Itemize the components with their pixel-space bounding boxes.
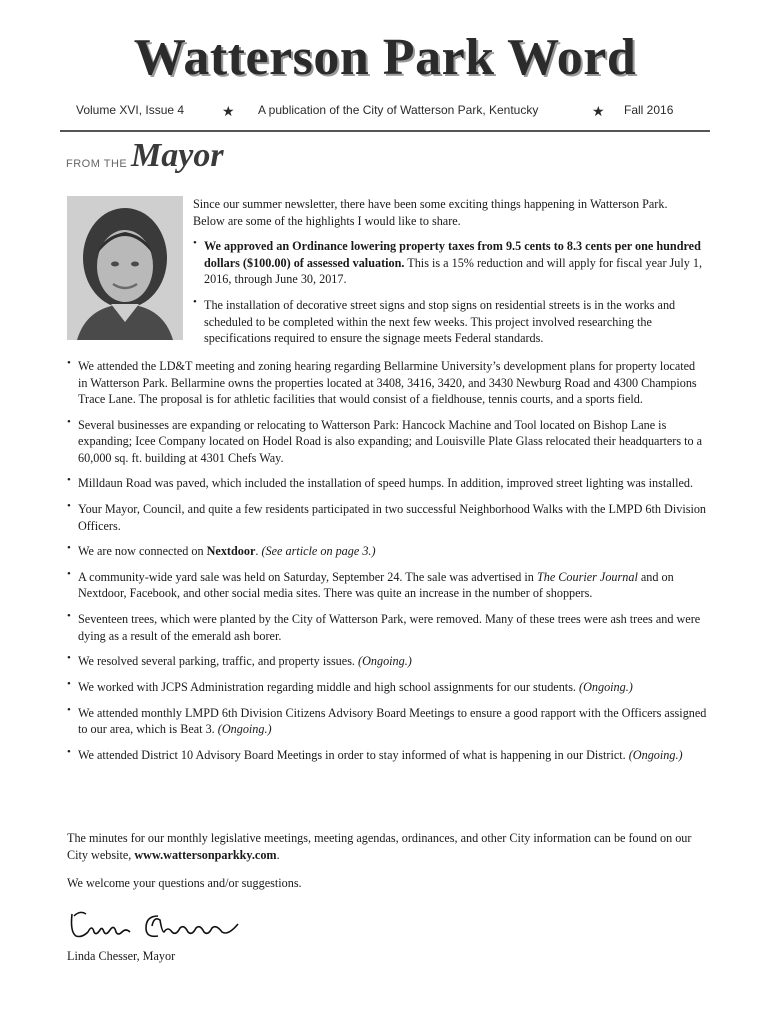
list-item xyxy=(193,238,703,288)
list-item xyxy=(67,679,707,696)
list-item xyxy=(193,297,693,347)
bullet-icon: • xyxy=(67,652,71,665)
yard-sale-post: and on Nextdoor, Facebook, and other social media sites. There was quite an increase in the number of shoppers. xyxy=(78,569,674,601)
bullet-icon: • xyxy=(193,237,197,249)
ongoing-note: (Ongoing.) xyxy=(579,680,633,694)
newsletter-title: Watterson Park Word xyxy=(133,29,637,86)
street-signs-text: The installation of decorative street signs and stop signs on residential streets is in the works and scheduled to be completed within the next few weeks. This project involved researching the specifications required to ensure the signage meets Federal standards. xyxy=(204,298,676,345)
list-item xyxy=(67,543,707,560)
bullet-icon: • xyxy=(67,610,71,623)
signer-text: Linda Chesser, Mayor xyxy=(67,949,176,963)
nextdoor-post: . xyxy=(255,544,262,559)
district-10-text: We attended District 10 Advisory Board Meetings in order to stay informed of what is happening in our District. xyxy=(78,747,629,762)
nextdoor-bold: Nextdoor xyxy=(206,544,256,559)
bullet-icon: • xyxy=(67,678,71,690)
neighborhood-walks-text: Your Mayor, Council, and quite a few residents participated in two successful Neighborhood Walks with the LMPD 6th Division Officers. xyxy=(78,502,707,533)
trees-text: Seventeen trees, which were planted by the City of Watterson Park, were removed. Many of these trees were ash trees and were dying as a result of the emerald ash borer. xyxy=(78,612,701,643)
season-label: Fall 2016 xyxy=(624,103,674,117)
star-icon: ★ xyxy=(222,103,235,119)
bullet-icon: • xyxy=(67,703,71,716)
list-item xyxy=(67,501,707,534)
nextdoor-note: (See article on page 3.) xyxy=(261,544,376,559)
website-link[interactable]: www.wattersonparkky.com xyxy=(134,847,277,862)
list-item xyxy=(67,417,707,467)
bullet-icon: • xyxy=(67,542,71,555)
tax-ordinance-text: This is a 15% reduction and will apply for fiscal year July 1, 2016, through June 30, 2017. xyxy=(204,255,703,286)
signature-icon xyxy=(66,902,246,946)
bullet-icon: • xyxy=(67,567,71,580)
yard-sale-pre: A community-wide yard sale was held on Saturday, September 24. The sale was advertised in xyxy=(78,569,537,584)
list-item xyxy=(67,705,707,738)
star-icon: ★ xyxy=(592,103,605,119)
tax-ordinance-bold: We approved an Ordinance lowering property taxes from 9.5 cents to 8.3 cents per one hundred dollars ($100.00) of assessed valuation. xyxy=(204,239,701,270)
list-item xyxy=(67,358,707,408)
minutes-end: . xyxy=(276,847,280,862)
list-item xyxy=(67,747,707,764)
minutes-paragraph xyxy=(67,830,707,863)
businesses-text: Several businesses are expanding or relocating to Watterson Park: Hancock Machine and Tool located on Bishop Lane is expanding; Icee Company located on Hodel Road is also expanding; and Louisville Plate Glass relocated their headquarters to a 60,000 sq. ft. building at 4301 Chefs Way. xyxy=(78,417,703,465)
bullet-icon: • xyxy=(67,745,71,758)
ongoing-note: (Ongoing.) xyxy=(217,722,272,737)
minutes-text: The minutes for our monthly legislative meetings, meeting agendas, ordinances, and other City information can be found on our City website, xyxy=(67,831,692,862)
list-item xyxy=(67,611,707,644)
lmpd-meetings-text: We attended monthly LMPD 6th Division Citizens Advisory Board Meetings to ensure a good rapport with the Officers assigned to our area, which is Beat 3. xyxy=(78,705,707,737)
list-item xyxy=(67,653,707,670)
intro-paragraph xyxy=(193,196,693,229)
jcps-text: We worked with JCPS Administration regarding middle and high school assignments for our students. xyxy=(78,680,580,694)
highlights-list xyxy=(67,358,707,773)
publication-note: A publication of the City of Watterson Park, Kentucky xyxy=(258,103,539,117)
parking-text: We resolved several parking, traffic, and property issues. xyxy=(78,654,359,669)
bullet-icon: • xyxy=(67,415,71,428)
bullet-icon: • xyxy=(67,357,71,369)
volume-line xyxy=(76,103,686,125)
volume-issue: Volume XVI, Issue 4 xyxy=(76,103,185,117)
welcome-text: We welcome your questions and/or suggestions. xyxy=(67,876,302,890)
bullet-icon: • xyxy=(67,500,71,513)
section-title: Mayor xyxy=(131,137,224,174)
ongoing-note: (Ongoing.) xyxy=(358,654,412,669)
welcome-paragraph xyxy=(67,875,707,892)
intro-text: Since our summer newsletter, there have been some exciting things happening in Watterson Park. Below are some of the highlights I would like to share. xyxy=(193,197,668,228)
bellarmine-text: We attended the LD&T meeting and zoning hearing regarding Bellarmine University’s development plans for property located in Watterson Park. Bellarmine owns the properties located at 3408, 3416, 3420, and 3430 Newburg Road and 4300 Champions Trace Lane. The proposal is for athletic facilities that would consist of a fieldhouse, tennis courts, and a sports field. xyxy=(78,359,697,406)
courier-journal: The Courier Journal xyxy=(536,569,638,584)
ongoing-note: (Ongoing.) xyxy=(628,747,683,762)
bullet-icon: • xyxy=(67,474,71,487)
masthead-divider xyxy=(60,130,710,132)
from-the-label: FROM THE xyxy=(66,158,128,170)
mayor-photo xyxy=(67,196,183,340)
bullet-icon: • xyxy=(193,296,197,308)
list-item xyxy=(67,569,707,602)
list-item xyxy=(67,475,707,492)
nextdoor-pre: We are now connected on xyxy=(78,544,207,559)
milldaun-text: Milldaun Road was paved, which included the installation of speed humps. In addition, improved street lighting was installed. xyxy=(78,476,694,491)
signer-name xyxy=(67,948,467,965)
